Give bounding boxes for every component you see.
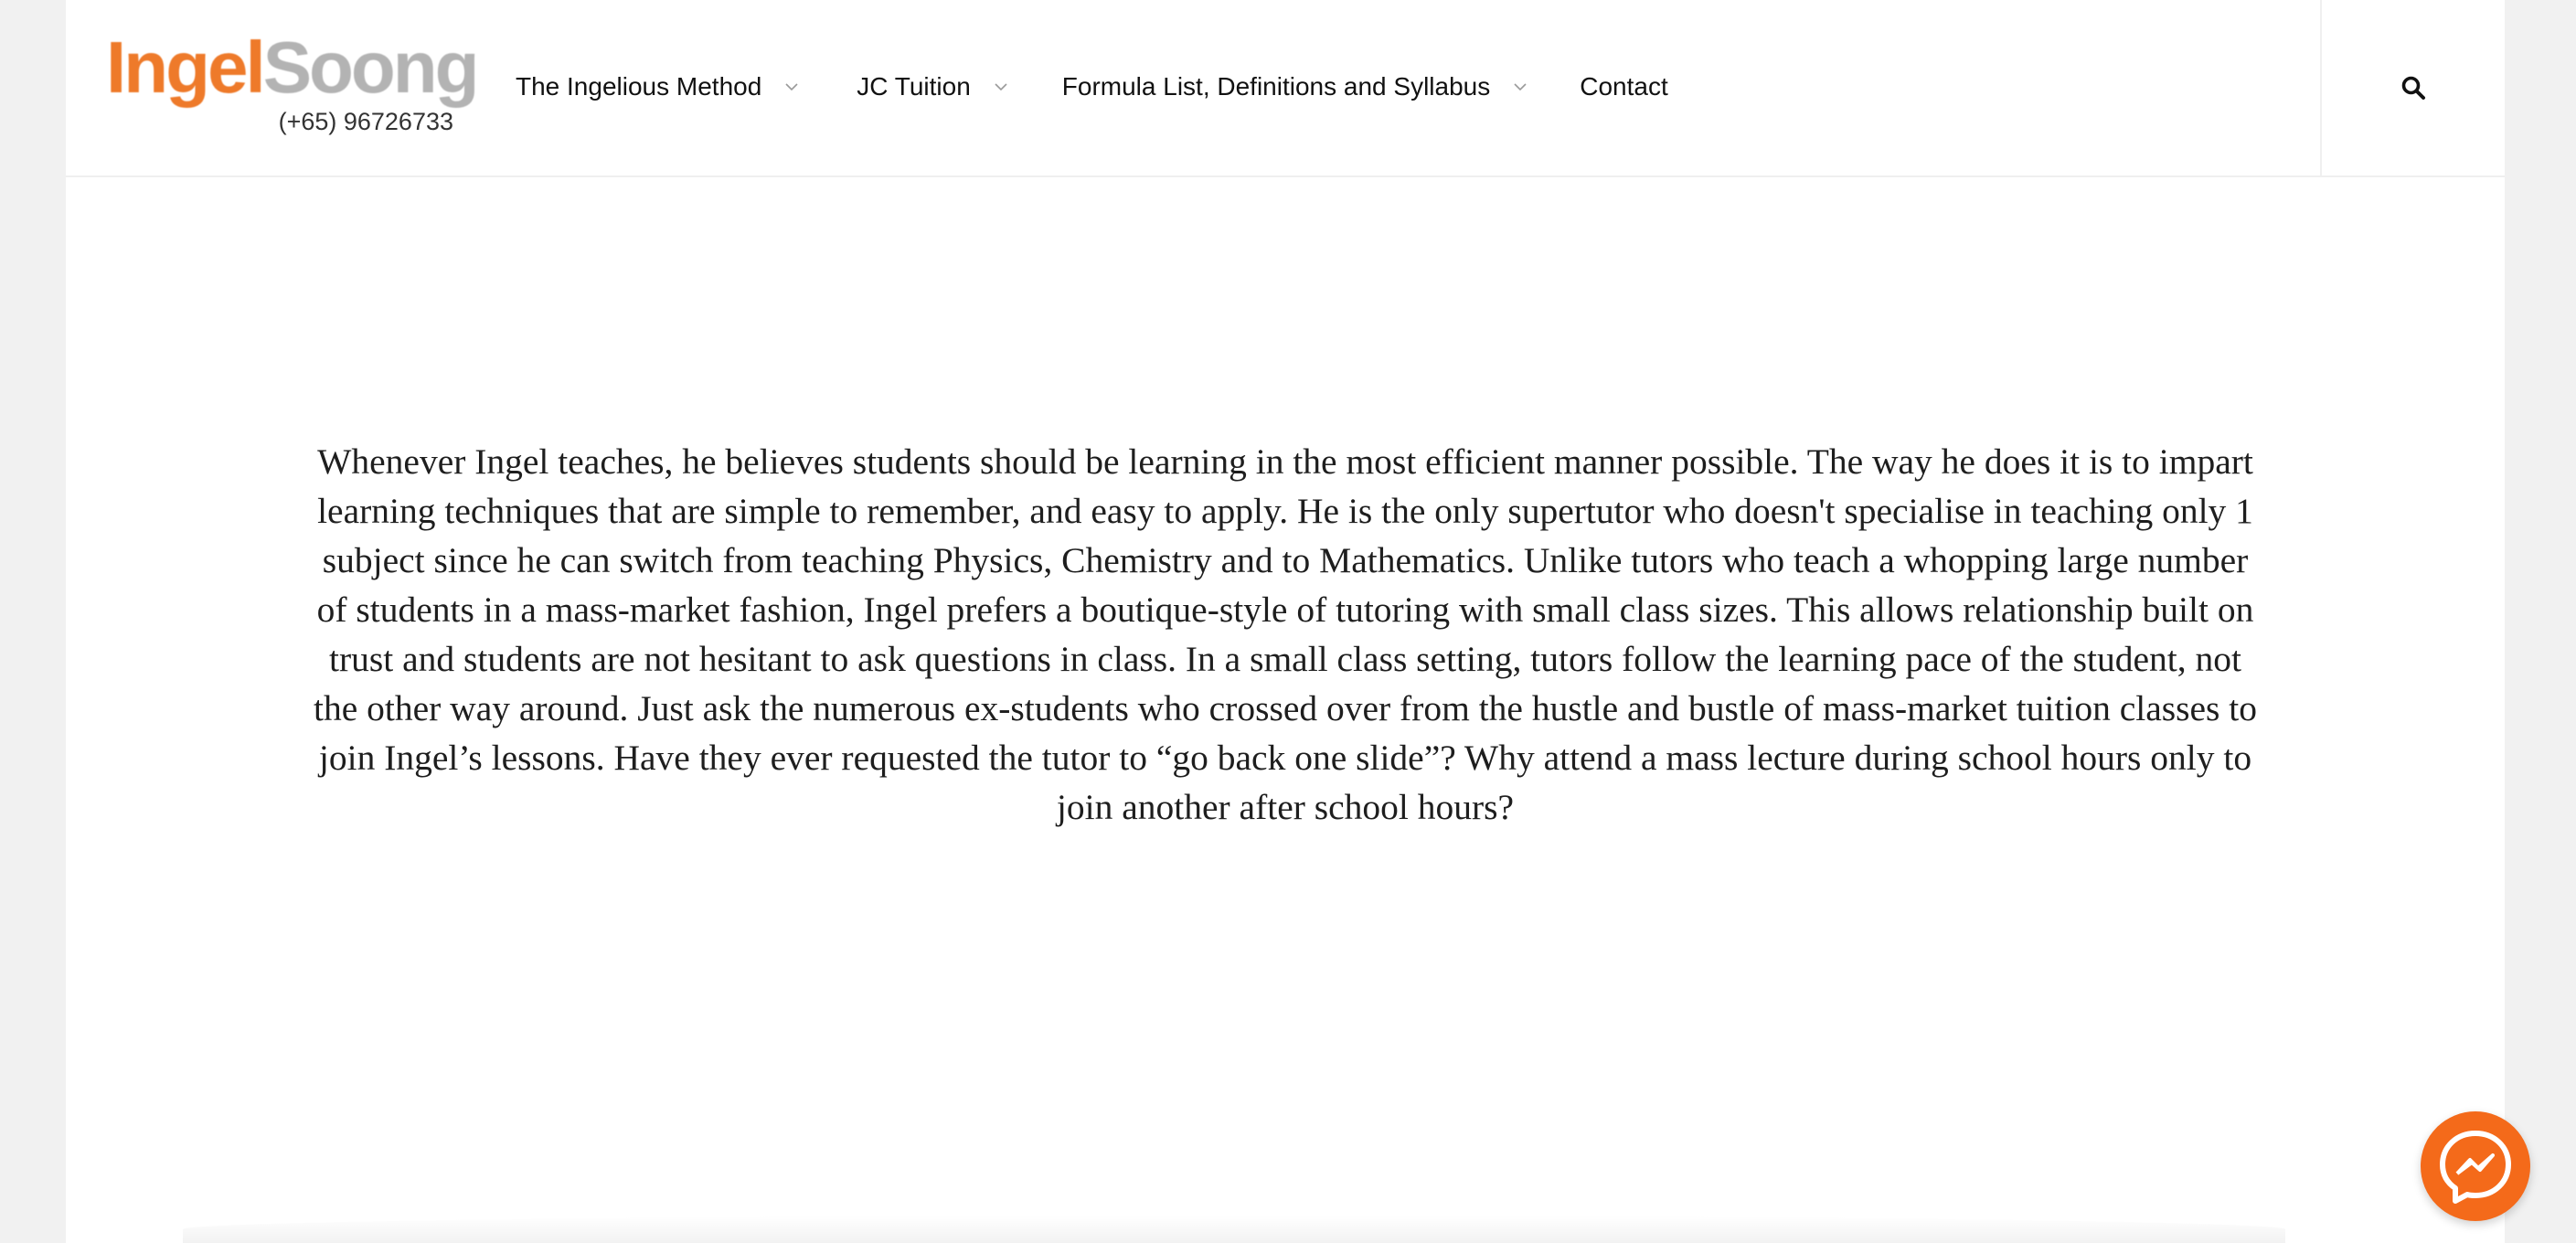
site-header bbox=[66, 0, 2505, 177]
nav-item-jc-tuition[interactable] bbox=[857, 50, 1011, 123]
search-icon bbox=[2400, 75, 2426, 101]
messenger-chat-button[interactable] bbox=[2421, 1111, 2530, 1221]
nav-item-label: JC Tuition bbox=[857, 72, 971, 101]
nav-item-contact[interactable] bbox=[1580, 50, 1668, 123]
nav-item-label: Formula List, Definitions and Syllabus bbox=[1061, 72, 1491, 101]
nav-item-label: Contact bbox=[1580, 72, 1668, 101]
messenger-icon bbox=[2432, 1122, 2519, 1210]
logo-wordmark bbox=[106, 26, 477, 110]
bottom-shadow bbox=[183, 1216, 2285, 1243]
nav-item-ingelious-method[interactable] bbox=[516, 50, 802, 123]
logo-text-ingel: Ingel bbox=[106, 27, 263, 108]
chevron-down-icon bbox=[1510, 77, 1530, 97]
chevron-down-icon bbox=[782, 77, 802, 97]
nav-item-label: The Ingelious Method bbox=[516, 72, 762, 101]
logo-phone-number: (+65) 96726733 bbox=[278, 108, 453, 135]
nav-item-formula-list[interactable] bbox=[1062, 50, 1530, 123]
site-logo[interactable] bbox=[106, 26, 477, 144]
page-container bbox=[66, 0, 2505, 1243]
logo-text-soong: Soong bbox=[262, 27, 477, 108]
intro-paragraph: Whenever Ingel teaches, he believes students should be learning in the most efficient manner possible. The way he does it is to impart learning techniques that are simple to remember, and easy to apply. He is the only supertutor who doesn't specialise in teaching only 1 subject since he can switch from teaching Physics, Chemistry and to Mathematics. Unlike tutors who teach a whopping large number of students in a mass-market fashion, Ingel prefers a boutique-style of tutoring with small class sizes. This allows relationship built on trust and students are not hesitant to ask questions in class. In a small class setting, tutors follow the learning pace of the student, not the other way around. Just ask the numerous ex-students who crossed over from the hustle and bustle of mass-market tuition classes to join Ingel’s lessons. Have they ever requested the tutor to “go back one slide”? Why attend a mass lecture during school hours only to join another after school hours? bbox=[314, 441, 2257, 827]
main-navigation bbox=[516, 0, 1668, 174]
search-button[interactable] bbox=[2320, 0, 2505, 175]
chevron-down-icon bbox=[991, 77, 1011, 97]
